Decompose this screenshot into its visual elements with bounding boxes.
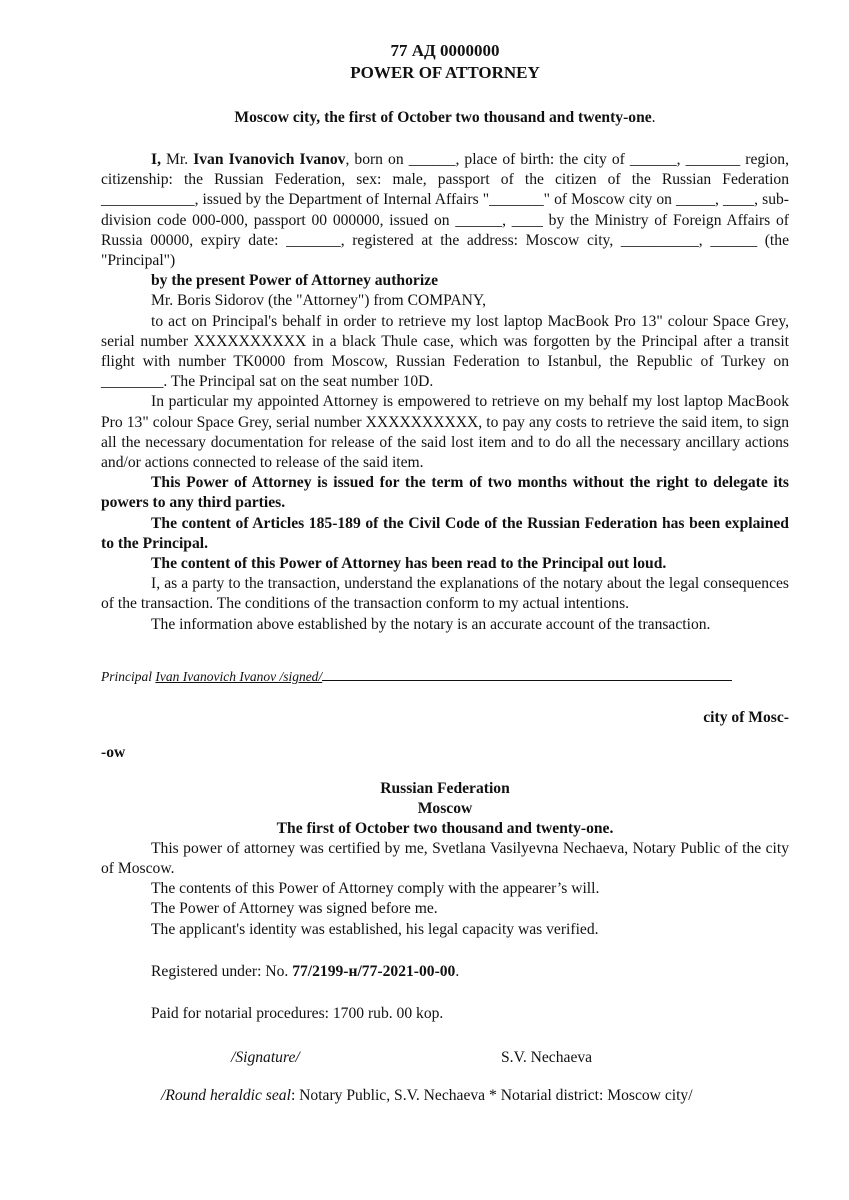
document-page xyxy=(101,40,789,1106)
city-part-2: -ow xyxy=(101,743,126,761)
seal-text: : Notary Public, S.V. Nechaeva * Notarial district: Moscow city/ xyxy=(290,1087,693,1105)
certification-country: Russian Federation xyxy=(380,779,510,797)
authorize-line: by the present Power of Attorney authorize xyxy=(151,272,438,290)
document-title: POWER OF ATTORNEY xyxy=(350,63,540,82)
principal-signature-line xyxy=(101,668,789,686)
term-paragraph: This Power of Attorney is issued for the term of two months without the right to delegate its powers to any third parties. xyxy=(101,474,789,512)
certification-date: The first of October two thousand and twenty-one. xyxy=(276,819,614,837)
purpose-paragraph: to act on Principal's behalf in order to retrieve my lost laptop MacBook Pro 13" colour Space Grey, serial number XXXXXXXXXX in a black Thule case, which was forgotten by the Principal after a transit flight with number TK0000 from Moscow, Russian Federation to Istanbul, the Republic of Turkey on ________. The Principal sat on the seat number 10D. xyxy=(101,312,789,391)
certification-city: Moscow xyxy=(417,799,473,817)
registered-line: Registered under: No. 77/2199-н/77-2021-00-00. xyxy=(151,962,460,980)
signed-paragraph: The Power of Attorney was signed before me. xyxy=(151,900,438,918)
place-date: Moscow city, the first of October two thousand and twenty-one. xyxy=(234,109,656,126)
intro-i: I, xyxy=(151,151,161,168)
notary-signature-row xyxy=(101,1048,789,1068)
seal-label: /Round heraldic seal xyxy=(161,1087,291,1105)
principal-signature-label: Principal xyxy=(101,668,156,684)
seal-line xyxy=(101,1086,789,1106)
principal-signature-value: Ivan Ivanovich Ivanov /signed/ xyxy=(155,668,323,684)
comply-paragraph: The contents of this Power of Attorney comply with the appearer’s will. xyxy=(151,880,600,898)
particular-paragraph: In particular my appointed Attorney is empowered to retrieve on my behalf my lost laptop MacBook Pro 13" colour Space Grey, serial number XXXXXXXXXX, to pay any costs to retrieve the said item, to sign all the necessary documentation for release of the said lost item and to do all the necessary ancillary actions and/or actions connected to release of the said item. xyxy=(101,393,789,472)
principal-intro xyxy=(101,150,789,271)
intro-rest: , born on ______, place of birth: the city of ______, _______ region, citizenship: the Russian Federation, sex: male, passport of the citizen of the Russian Federation ____________, issued by the Department of Internal Affairs "_______" of Moscow city on _____, ____, sub-division code 000-000, passport 00 000000, issued on ______, ____ by the Ministry of Foreign Affairs of Russia 00000, expiry date: _______, registered at the address: Moscow city, __________, ______ (the "Principal") xyxy=(101,151,789,270)
place-date-text: Moscow city, the first of October two thousand and twenty-one xyxy=(234,109,652,126)
notary-name: S.V. Nechaeva xyxy=(501,1049,593,1067)
certified-paragraph: This power of attorney was certified by me, Svetlana Vasilyevna Nechaeva, Notary Public of the city of Moscow. xyxy=(101,839,789,878)
intro-mr: Mr. xyxy=(160,151,194,168)
paid-line: Paid for notarial procedures: 1700 rub. 00 kop. xyxy=(151,1005,444,1023)
identity-paragraph: The applicant's identity was established, his legal capacity was verified. xyxy=(151,920,599,938)
registered-number: 77/2199-н/77-2021-00-00 xyxy=(292,962,456,980)
articles-paragraph: The content of Articles 185-189 of the Civil Code of the Russian Federation has been explained to the Principal. xyxy=(101,514,789,552)
registered-label: Registered under: No. xyxy=(151,962,293,980)
notary-signature: /Signature/ xyxy=(231,1049,300,1067)
accurate-paragraph: The information above established by the notary is an accurate account of the transaction. xyxy=(151,615,711,633)
principal-name: Ivan Ivanovich Ivanov xyxy=(193,151,346,168)
attorney-line: Mr. Boris Sidorov (the "Attorney") from COMPANY, xyxy=(151,292,487,310)
understand-paragraph: I, as a party to the transaction, understand the explanations of the notary about the legal consequences of the transaction. The conditions of the transaction conform to my actual intentions. xyxy=(101,575,789,613)
read-out-paragraph: The content of this Power of Attorney has been read to the Principal out loud. xyxy=(151,555,667,573)
signature-underline xyxy=(322,668,732,681)
city-part-1: city of Mosc- xyxy=(703,708,789,726)
document-number: 77 АД 0000000 xyxy=(390,41,500,60)
